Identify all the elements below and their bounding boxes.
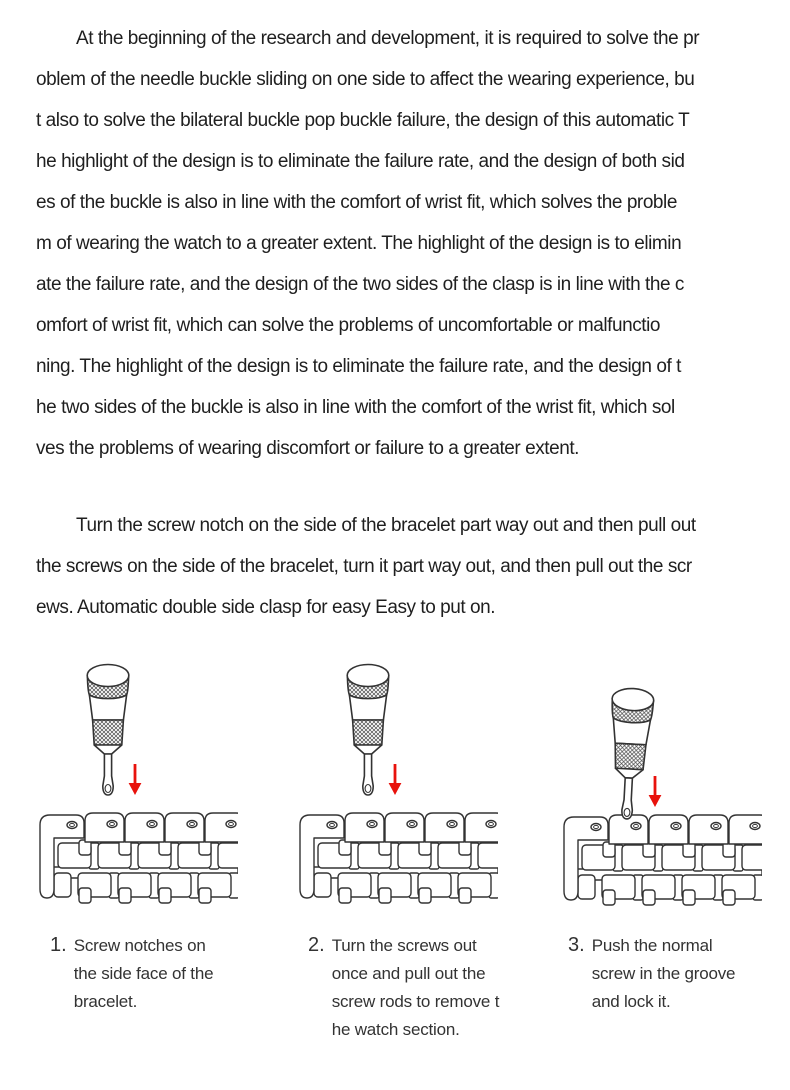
text-line: he two sides of the buckle is also in line with the comfort of the wrist fit, which sol <box>36 397 675 418</box>
intro-paragraph <box>36 0 754 469</box>
text-line: es of the buckle is also in line with the comfort of wrist fit, which solves the proble <box>36 192 677 213</box>
text-line: Turn the screw notch on the side of the bracelet part way out and then pull out <box>76 515 696 536</box>
step-number: 3. <box>568 934 585 956</box>
bracelet-drawing <box>300 813 511 903</box>
text-line: oblem of the needle buckle sliding on one side to affect the wearing experience, bu <box>36 69 695 90</box>
step-2-caption <box>290 932 525 1044</box>
red-down-arrow-icon <box>129 764 142 795</box>
screwdriver-drawing <box>347 665 389 796</box>
text-line: ews. Automatic double side clasp for easy Easy to put on. <box>36 597 496 618</box>
step-number: 2. <box>308 934 325 956</box>
red-down-arrow-icon <box>649 776 662 807</box>
text-line: t also to solve the bilateral buckle pop buckle failure, the design of this automatic T <box>36 110 690 131</box>
text-line: he watch section. <box>331 1020 460 1039</box>
step-1-illustration <box>30 658 265 916</box>
text-line: screw rods to remove t <box>331 992 500 1011</box>
text-line: and lock it. <box>591 992 671 1011</box>
text-line: ning. The highlight of the design is to eliminate the failure rate, and the design of t <box>36 356 681 377</box>
text-line: he highlight of the design is to eliminate the failure rate, and the design of both sid <box>36 151 685 172</box>
step-caption-text <box>332 932 500 1044</box>
instructions-paragraph <box>36 505 754 628</box>
step-caption-text <box>592 932 736 1016</box>
bracelet-drawing <box>40 813 251 903</box>
step-column-2 <box>290 658 525 1044</box>
red-down-arrow-icon <box>389 764 402 795</box>
step-caption-text <box>74 932 214 1016</box>
text-line: the side face of the <box>73 964 214 983</box>
text-line: Push the normal <box>591 936 713 955</box>
text-line: m of wearing the watch to a greater extent. The highlight of the design is to elimin <box>36 233 682 254</box>
bracelet-drawing <box>564 815 775 905</box>
step-3-illustration <box>540 658 775 916</box>
step-column-1 <box>30 658 265 1044</box>
text-line: bracelet. <box>73 992 138 1011</box>
step-column-3 <box>540 658 775 1044</box>
text-line: At the beginning of the research and development, it is required to solve the pr <box>76 28 700 49</box>
step-1-caption <box>30 932 265 1016</box>
step-2-illustration <box>290 658 525 916</box>
text-line: Screw notches on <box>73 936 206 955</box>
step-3-caption <box>540 932 775 1016</box>
text-line: omfort of wrist fit, which can solve the problems of uncomfortable or malfunctio <box>36 315 660 336</box>
text-line: screw in the groove <box>591 964 736 983</box>
screwdriver-drawing <box>606 688 654 820</box>
screwdriver-drawing <box>87 665 129 796</box>
text-line: the screws on the side of the bracelet, turn it part way out, and then pull out the scr <box>36 556 692 577</box>
text-line: ves the problems of wearing discomfort or failure to a greater extent. <box>36 438 579 459</box>
step-number: 1. <box>50 934 67 956</box>
text-line: once and pull out the <box>331 964 486 983</box>
steps-row <box>0 658 790 1044</box>
text-line: ate the failure rate, and the design of the two sides of the clasp is in line with the c <box>36 274 684 295</box>
text-line: Turn the screws out <box>331 936 477 955</box>
